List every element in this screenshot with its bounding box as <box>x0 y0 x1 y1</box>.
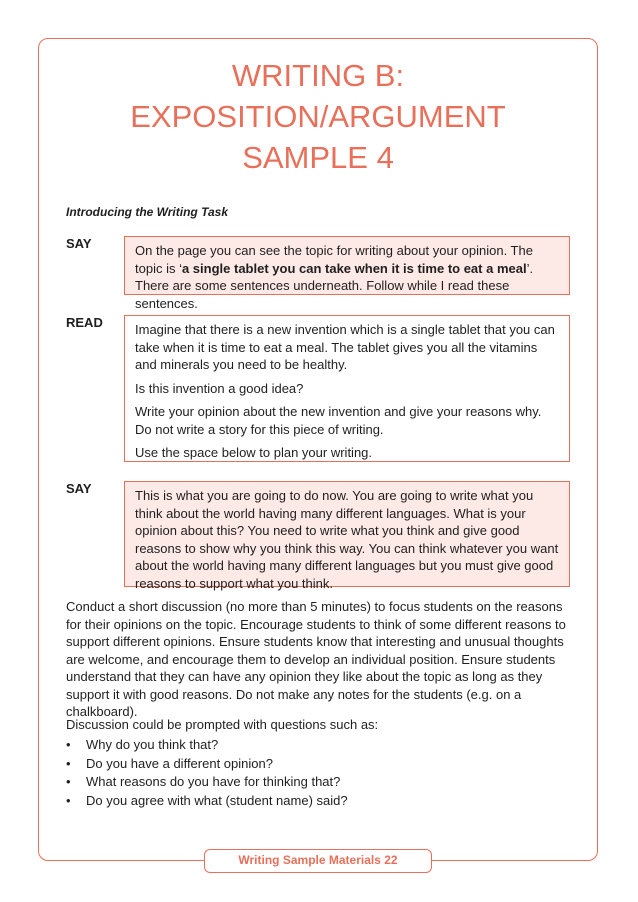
read-paragraph-2: Is this invention a good idea? <box>135 380 304 396</box>
bullet-glyph: • <box>66 737 71 752</box>
list-item <box>66 773 570 792</box>
bullet-glyph: • <box>66 792 71 808</box>
say-label-2: SAY <box>66 481 92 496</box>
discussion-intro: Discussion could be prompted with questions such as: <box>66 717 379 732</box>
instruction-paragraph: Conduct a short discussion (no more than 5 minutes) to focus students on the reasons for their opinions on the topic. Encourage students to think of some different reasons to support different opinions. Ensure students know that interesting and unusual thoughts are welcome, and encourage them to develop an individual position. Ensure students understand that they can have any opinion they like about the topic as long as they support it with good reasons. Do not make any notes for the students (e.g. on a chalkboard). <box>66 599 566 719</box>
list-item <box>66 792 570 811</box>
discussion-question-list <box>66 736 570 810</box>
question-text: What reasons do you have for thinking that? <box>86 774 341 789</box>
question-text: Do you have a different opinion? <box>86 755 273 771</box>
question-text: Do you agree with what (student name) said? <box>86 792 348 808</box>
bullet-glyph: • <box>66 774 71 789</box>
page-footer: Writing Sample Materials 22 <box>204 849 432 873</box>
say-label-1: SAY <box>66 236 92 251</box>
question-text: Why do you think that? <box>86 737 219 752</box>
say-box-1 <box>124 236 570 311</box>
read-line-3a: Write your opinion about the new invention and give your reasons why. <box>135 404 542 419</box>
read-paragraph-1: Imagine that there is a new invention which is a single tablet that you can take when it is time to eat a meal. The tablet gives you all the vitamins and minerals you need to be healthy. <box>135 322 555 372</box>
read-paragraph-4: Use the space below to plan your writing. <box>135 445 373 460</box>
read-line-3b: Do not write a story for this piece of writing. <box>135 421 384 437</box>
say1-text-before: On the page you can see the topic for writing about your opinion. The topic is ‘ <box>135 243 533 276</box>
read-box <box>124 315 570 462</box>
bullet-glyph: • <box>66 755 71 771</box>
page-title <box>38 55 598 178</box>
say1-topic-bold: a single tablet you can take when it is time to eat a meal <box>181 260 527 276</box>
say1-text-after: ’. There are some sentences underneath. Follow while I read these sentences. <box>135 260 534 311</box>
title-line-1: WRITING B: <box>231 58 405 93</box>
title-line-2: EXPOSITION/ARGUMENT <box>130 99 506 134</box>
read-label: READ <box>66 315 103 330</box>
list-item <box>66 755 570 774</box>
read-paragraph-3 <box>135 403 559 438</box>
list-item <box>66 736 570 755</box>
title-line-3: SAMPLE 4 <box>242 140 394 175</box>
section-subheading: Introducing the Writing Task <box>66 205 228 219</box>
say-box-2: This is what you are going to do now. You are going to write what you think about the world having many different languages. What is your opinion about this? You need to write what you think and give good reasons to show why you think this way. You can think whatever you want about the world having many different languages but you must give good reasons to support what you think. <box>124 481 570 587</box>
